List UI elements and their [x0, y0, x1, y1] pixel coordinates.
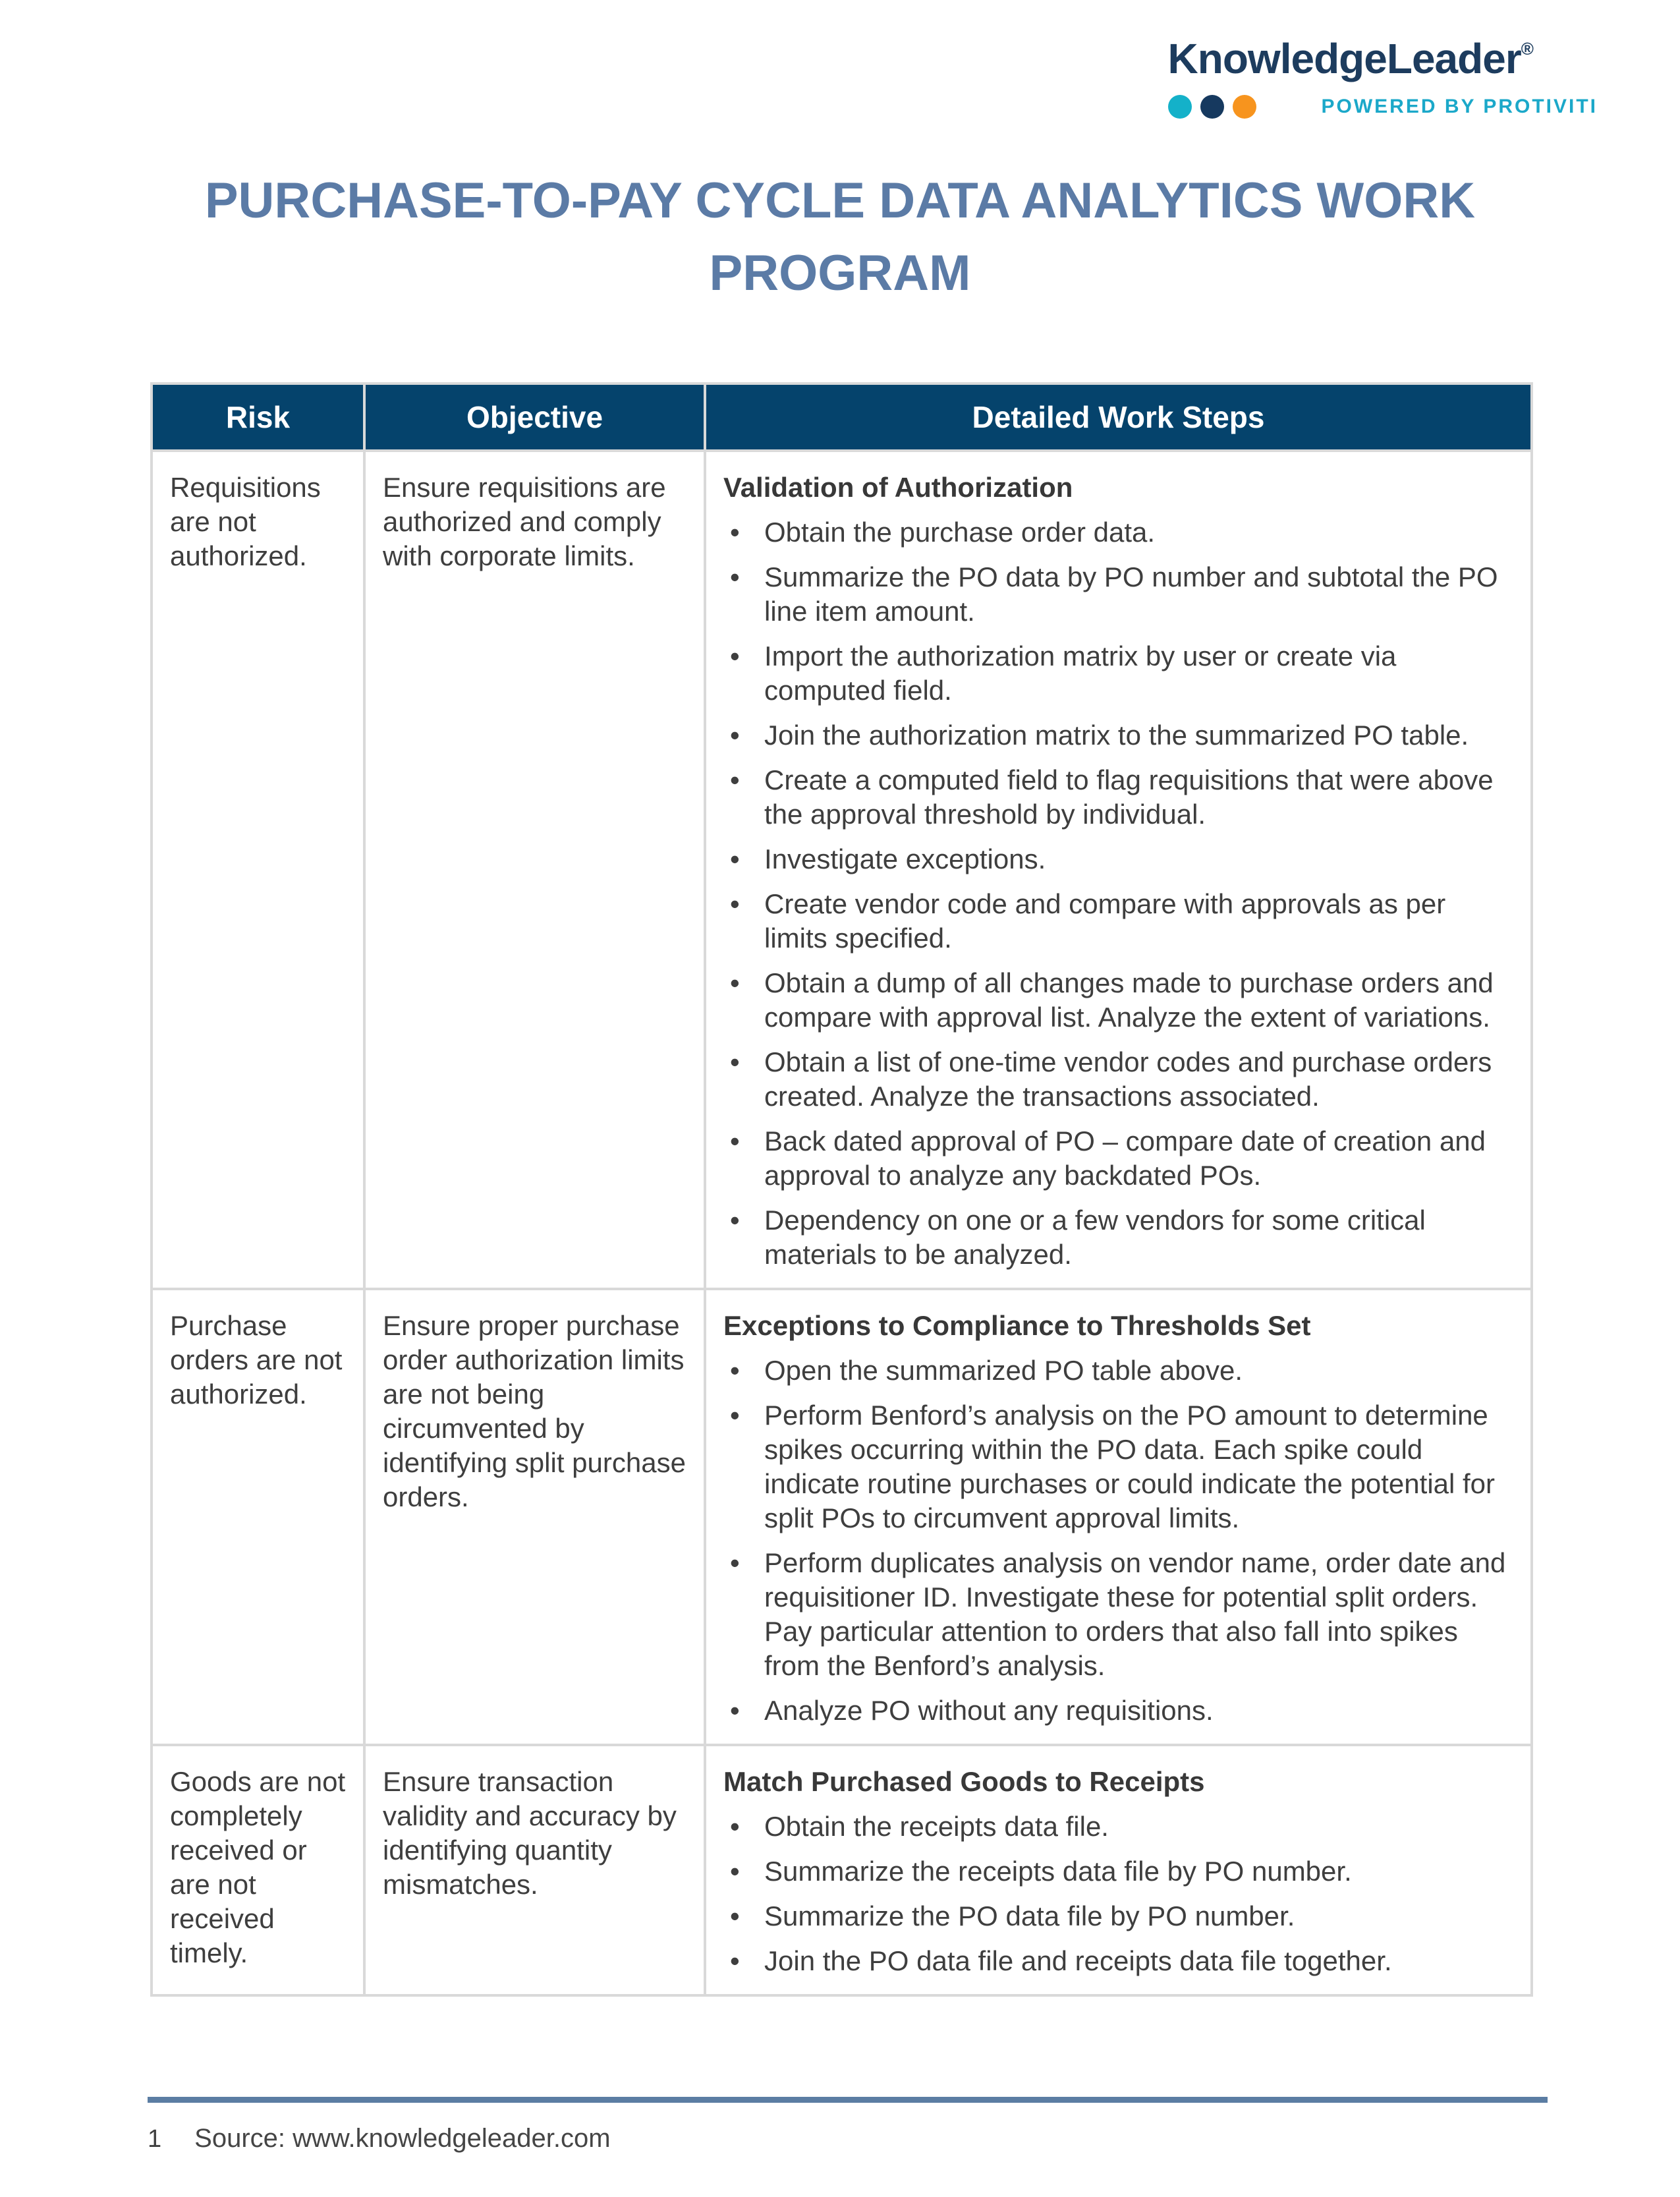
bullet-icon: • [730, 561, 740, 593]
risk-cell: Goods are not completely received or are not received timely. [152, 1745, 364, 1995]
logo-tagline: POWERED BY PROTIVITI [1321, 96, 1598, 117]
bullet-icon: • [730, 843, 740, 875]
footer-rule [148, 2097, 1548, 2103]
work-step-text: Join the PO data file and receipts data file together. [764, 1945, 1392, 1977]
work-step-item [723, 1854, 1515, 1889]
objective-cell: Ensure proper purchase order authorization limits are not being circumvented by identifying split purchase orders. [364, 1289, 705, 1745]
table-header [152, 384, 1532, 451]
work-step-text: Back dated approval of PO – compare date of creation and approval to analyze any backdated POs. [764, 1126, 1486, 1191]
work-step-item [723, 1045, 1515, 1114]
bullet-icon: • [730, 641, 740, 672]
work-step-item [723, 763, 1515, 832]
work-steps-heading: Match Purchased Goods to Receipts [723, 1766, 1205, 1798]
work-step-item [723, 639, 1515, 708]
work-steps-list [723, 515, 1515, 1272]
teal-dot-icon [1168, 95, 1192, 119]
work-step-item [723, 1203, 1515, 1272]
bullet-icon: • [730, 1355, 740, 1386]
bullet-icon: • [730, 1205, 740, 1236]
bullet-icon: • [730, 1856, 740, 1887]
brand-text: KnowledgeLeader [1167, 35, 1521, 82]
navy-dot-icon [1200, 95, 1224, 119]
knowledgeleader-logo [1168, 34, 1598, 119]
table-row [152, 451, 1532, 1289]
bullet-icon: • [730, 517, 740, 548]
work-step-item [723, 560, 1515, 629]
work-step-item [723, 515, 1515, 550]
risk-cell: Requisitions are not authorized. [152, 451, 364, 1289]
bullet-icon: • [730, 1945, 740, 1977]
work-step-item [723, 966, 1515, 1035]
registered-mark: ® [1521, 39, 1533, 59]
page-footer [148, 2097, 1548, 2154]
work-step-text: Perform Benford’s analysis on the PO amount to determine spikes occurring within the PO data. Each spike could indicate routine purchases or could indicate the potential for split POs to circumvent approval limits. [764, 1400, 1496, 1534]
bullet-icon: • [730, 1126, 740, 1157]
work-step-item [723, 718, 1515, 753]
table-body [152, 451, 1532, 1995]
bullet-icon: • [730, 967, 740, 999]
work-step-item [723, 1810, 1515, 1844]
page-number: 1 [148, 2125, 162, 2153]
work-step-text: Analyze PO without any requisitions. [764, 1695, 1214, 1726]
objective-cell: Ensure transaction validity and accuracy by identifying quantity mismatches. [364, 1745, 705, 1995]
work-step-item [723, 1124, 1515, 1193]
table-header-row [152, 384, 1532, 451]
table-row [152, 1745, 1532, 1995]
page-title: PURCHASE-TO-PAY CYCLE DATA ANALYTICS WORK PROGRAM [204, 173, 1476, 302]
work-step-text: Perform duplicates analysis on vendor name, order date and requisitioner ID. Investigate these for potential split orders. Pay particular attention to orders that also fall into spikes from the Benford’s analysis. [764, 1547, 1506, 1682]
objective-cell: Ensure requisitions are authorized and comply with corporate limits. [364, 451, 705, 1289]
work-step-item [723, 1899, 1515, 1933]
bullet-icon: • [730, 1547, 740, 1579]
table-row [152, 1289, 1532, 1745]
work-step-text: Join the authorization matrix to the summarized PO table. [764, 720, 1469, 751]
bullet-icon: • [730, 1400, 740, 1431]
work-steps-list [723, 1354, 1515, 1728]
source-text: Source: www.knowledgeleader.com [194, 2124, 611, 2153]
risk-cell: Purchase orders are not authorized. [152, 1289, 364, 1745]
work-steps-list [723, 1810, 1515, 1978]
work-steps-heading: Validation of Authorization [723, 472, 1073, 503]
work-step-text: Dependency on one or a few vendors for some critical materials to be analyzed. [764, 1205, 1426, 1270]
column-header-risk: Risk [152, 384, 364, 451]
bullet-icon: • [730, 1046, 740, 1078]
work-step-text: Create a computed field to flag requisitions that were above the approval threshold by individual. [764, 764, 1494, 830]
work-step-text: Summarize the receipts data file by PO number. [764, 1856, 1352, 1887]
bullet-icon: • [730, 764, 740, 796]
column-header-detailed-work-steps: Detailed Work Steps [705, 384, 1532, 451]
orange-dot-icon [1233, 95, 1256, 119]
work-step-item [723, 842, 1515, 876]
work-step-text: Obtain the purchase order data. [764, 517, 1156, 548]
work-steps-heading: Exceptions to Compliance to Thresholds Set [723, 1310, 1311, 1342]
work-step-item [723, 887, 1515, 956]
work-step-text: Create vendor code and compare with approvals as per limits specified. [764, 888, 1446, 954]
logo-tagline-row [1168, 95, 1598, 119]
work-steps-cell [705, 1289, 1532, 1745]
brand-name [1168, 34, 1598, 83]
column-header-objective: Objective [364, 384, 705, 451]
work-steps-cell [705, 451, 1532, 1289]
work-step-item [723, 1944, 1515, 1978]
work-step-text: Obtain a dump of all changes made to purchase orders and compare with approval list. Analyze the extent of variations. [764, 967, 1494, 1033]
bullet-icon: • [730, 1900, 740, 1932]
work-step-item [723, 1546, 1515, 1683]
bullet-icon: • [730, 720, 740, 751]
work-step-item [723, 1694, 1515, 1728]
work-step-text: Obtain the receipts data file. [764, 1811, 1109, 1842]
work-step-item [723, 1398, 1515, 1535]
bullet-icon: • [730, 888, 740, 920]
work-step-item [723, 1354, 1515, 1388]
footer-line [148, 2124, 1548, 2154]
work-step-text: Open the summarized PO table above. [764, 1355, 1243, 1386]
work-program-table [150, 382, 1533, 1997]
work-step-text: Summarize the PO data by PO number and subtotal the PO line item amount. [764, 561, 1498, 627]
work-step-text: Summarize the PO data file by PO number. [764, 1900, 1295, 1932]
work-step-text: Import the authorization matrix by user or create via computed field. [764, 641, 1397, 706]
bullet-icon: • [730, 1695, 740, 1726]
work-step-text: Obtain a list of one-time vendor codes and purchase orders created. Analyze the transactions associated. [764, 1046, 1492, 1112]
work-step-text: Investigate exceptions. [764, 843, 1046, 875]
bullet-icon: • [730, 1811, 740, 1842]
work-steps-cell [705, 1745, 1532, 1995]
